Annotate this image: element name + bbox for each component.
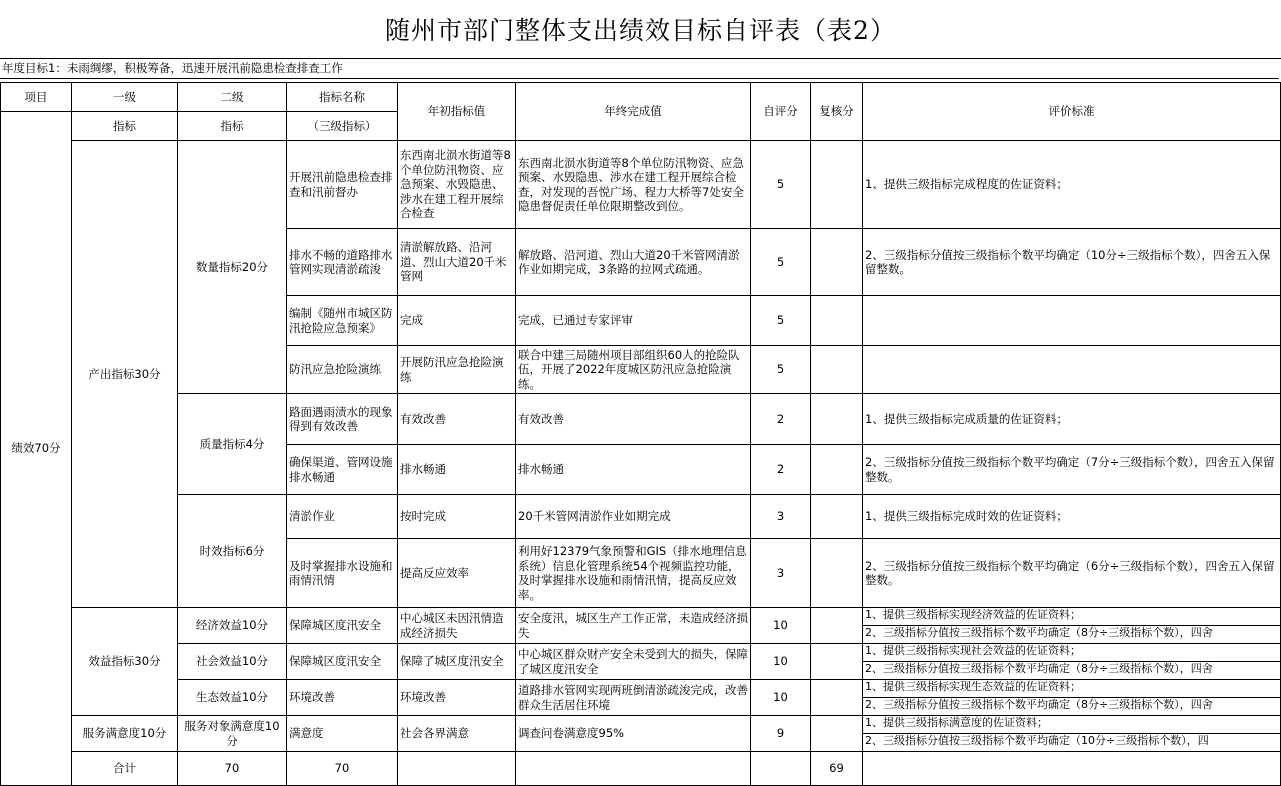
final-value: 联合中建三局随州项目部组织60人的抢险队伍，开展了2022年度城区防汛应急抢险演练。 xyxy=(516,346,751,394)
self-score: 2 xyxy=(751,394,811,445)
header-project: 项目 xyxy=(1,83,72,112)
evaluation-table xyxy=(0,82,1281,786)
total-empty xyxy=(398,752,516,786)
self-score: 5 xyxy=(751,296,811,346)
final-value: 道路排水管网实现两班倒清淤疏浚完成，改善群众生活居住环境 xyxy=(516,680,751,716)
initial-value: 开展防汛应急抢险演练 xyxy=(398,346,516,394)
initial-value: 按时完成 xyxy=(398,495,516,539)
initial-value: 东西南北涢水街道等8个单位防汛物资、应急预案、水毁隐患、涉水在建工程开展综合检查 xyxy=(398,141,516,229)
header-final-value: 年终完成值 xyxy=(516,83,751,141)
self-score: 3 xyxy=(751,495,811,539)
annual-goal: 年度目标1：未雨绸缪，积极筹备，迅速开展汛前隐患检查排查工作 xyxy=(0,58,1279,79)
initial-value: 社会各界满意 xyxy=(398,716,516,752)
review-score xyxy=(811,229,863,296)
indicator-name: 环境改善 xyxy=(287,680,398,716)
level2-service: 服务对象满意度10分 xyxy=(178,716,287,752)
level2-quantity: 数量指标20分 xyxy=(178,141,287,394)
indicator-name: 开展汛前隐患检查排查和汛前督办 xyxy=(287,141,398,229)
review-score xyxy=(811,608,863,644)
total-level2: 70 xyxy=(287,752,398,786)
self-score: 10 xyxy=(751,680,811,716)
final-value: 排水畅通 xyxy=(516,445,751,495)
indicator-name: 保障城区度汛安全 xyxy=(287,608,398,644)
initial-value: 中心城区未因汛情造成经济损失 xyxy=(398,608,516,644)
initial-value: 排水畅通 xyxy=(398,445,516,495)
self-score: 2 xyxy=(751,445,811,495)
final-value: 中心城区群众财产安全未受到大的损失，保障了城区度汛安全 xyxy=(516,644,751,680)
criteria-text: 1、提供三级指标实现生态效益的佐证资料； xyxy=(863,680,1280,698)
header-criteria: 评价标准 xyxy=(863,83,1281,141)
level2-ecological: 生态效益10分 xyxy=(178,680,287,716)
header-initial-value: 年初指标值 xyxy=(398,83,516,141)
final-value: 安全度汛，城区生产工作正常，未造成经济损失 xyxy=(516,608,751,644)
total-empty xyxy=(863,752,1281,786)
header-indicator-name: 指标名称 xyxy=(287,83,398,112)
review-score xyxy=(811,644,863,680)
final-value: 利用好12379气象预警和GIS（排水地理信息系统）信息化管理系统54个视频监控功能，及时掌握排水设施和雨情汛情，提高反应效率。 xyxy=(516,539,751,608)
level2-economic: 经济效益10分 xyxy=(178,608,287,644)
criteria-text: 1、提供三级指标实现社会效益的佐证资料； xyxy=(863,644,1280,662)
criteria-text: 2、三级指标分值按三级指标个数平均确定（8分÷三级指标个数），四舍 xyxy=(865,626,1213,639)
final-value: 20千米管网清淤作业如期完成 xyxy=(516,495,751,539)
criteria-text: 2、三级指标分值按三级指标个数平均确定（6分÷三级指标个数），四舍五入保留整数。 xyxy=(863,539,1281,608)
initial-value: 清淤解放路、沿河道、烈山大道20千米管网 xyxy=(398,229,516,296)
indicator-name: 清淤作业 xyxy=(287,495,398,539)
header-level2: 二级 xyxy=(178,83,287,112)
level1-output: 产出指标30分 xyxy=(72,141,178,608)
initial-value: 完成 xyxy=(398,296,516,346)
level2-social: 社会效益10分 xyxy=(178,644,287,680)
final-value: 东西南北涢水街道等8个单位防汛物资、应急预案、水毁隐患、涉水在建工程开展综合检查，对发现的吾悦广场、程力大桥等7处安全隐患督促责任单位限期整改到位。 xyxy=(516,141,751,229)
criteria-text: 1、提供三级指标实现经济效益的佐证资料； xyxy=(863,608,1280,626)
sheet-title: 随州市部门整体支出绩效目标自评表（表2） xyxy=(0,0,1281,59)
indicator-name: 及时掌握排水设施和雨情汛情 xyxy=(287,539,398,608)
self-score: 5 xyxy=(751,229,811,296)
review-score xyxy=(811,394,863,445)
review-score xyxy=(811,539,863,608)
criteria-empty xyxy=(863,346,1281,394)
indicator-name: 排水不畅的道路排水管网实现清淤疏浚 xyxy=(287,229,398,296)
header-level2-sub: 指标 xyxy=(178,112,287,141)
criteria-text: 2、三级指标分值按三级指标个数平均确定（10分÷三级指标个数），四 xyxy=(865,734,1209,747)
criteria-empty xyxy=(863,296,1281,346)
final-value: 完成，已通过专家评审 xyxy=(516,296,751,346)
criteria-text: 2、三级指标分值按三级指标个数平均确定（7分÷三级指标个数），四舍五入保留整数。 xyxy=(863,445,1281,495)
criteria-text: 2、三级指标分值按三级指标个数平均确定（8分÷三级指标个数），四舍 xyxy=(865,662,1213,675)
level2-quality: 质量指标4分 xyxy=(178,394,287,495)
indicator-name: 编制《随州市城区防汛抢险应急预案》 xyxy=(287,296,398,346)
initial-value: 提高反应效率 xyxy=(398,539,516,608)
final-value: 解放路、沿河道、烈山大道20千米管网清淤作业如期完成，3条路的拉网式疏通。 xyxy=(516,229,751,296)
header-level1: 一级 xyxy=(72,83,178,112)
criteria-text: 1、提供三级指标完成时效的佐证资料； xyxy=(863,495,1281,539)
review-score xyxy=(811,716,863,752)
criteria-text: 2、三级指标分值按三级指标个数平均确定（8分÷三级指标个数），四舍 xyxy=(865,698,1213,711)
initial-value: 保障了城区度汛安全 xyxy=(398,644,516,680)
header-self-score: 自评分 xyxy=(751,83,811,141)
self-score: 10 xyxy=(751,608,811,644)
indicator-name: 防汛应急抢险演练 xyxy=(287,346,398,394)
initial-value: 环境改善 xyxy=(398,680,516,716)
indicator-name: 满意度 xyxy=(287,716,398,752)
criteria-text: 1、提供三级指标满意度的佐证资料； xyxy=(863,716,1280,734)
initial-value: 有效改善 xyxy=(398,394,516,445)
final-value: 调查问卷满意度95% xyxy=(516,716,751,752)
criteria-text: 1、提供三级指标完成程度的佐证资料； xyxy=(863,141,1281,229)
total-score: 69 xyxy=(811,752,863,786)
criteria-text: 2、三级指标分值按三级指标个数平均确定（10分÷三级指标个数），四舍五入保留整数。 xyxy=(863,229,1281,296)
project-performance: 绩效70分 xyxy=(1,112,72,786)
total-empty xyxy=(516,752,751,786)
level2-timeliness: 时效指标6分 xyxy=(178,495,287,608)
review-score xyxy=(811,445,863,495)
level1-benefit: 效益指标30分 xyxy=(72,608,178,716)
total-label: 合计 xyxy=(72,752,178,786)
total-level1: 70 xyxy=(178,752,287,786)
total-empty xyxy=(751,752,811,786)
indicator-name: 确保渠道、管网设施排水畅通 xyxy=(287,445,398,495)
review-score xyxy=(811,296,863,346)
self-score: 5 xyxy=(751,346,811,394)
header-level1-sub: 指标 xyxy=(72,112,178,141)
self-score: 3 xyxy=(751,539,811,608)
self-score: 10 xyxy=(751,644,811,680)
header-review-score: 复核分 xyxy=(811,83,863,141)
self-score: 5 xyxy=(751,141,811,229)
final-value: 有效改善 xyxy=(516,394,751,445)
review-score xyxy=(811,495,863,539)
level1-satisfaction: 服务满意度10分 xyxy=(72,716,178,752)
indicator-name: 路面遇雨渍水的现象得到有效改善 xyxy=(287,394,398,445)
criteria-text: 1、提供三级指标完成质量的佐证资料； xyxy=(863,394,1281,445)
review-score xyxy=(811,141,863,229)
header-indicator-name-sub: （三级指标） xyxy=(287,112,398,141)
indicator-name: 保障城区度汛安全 xyxy=(287,644,398,680)
self-score: 9 xyxy=(751,716,811,752)
review-score xyxy=(811,346,863,394)
review-score xyxy=(811,680,863,716)
